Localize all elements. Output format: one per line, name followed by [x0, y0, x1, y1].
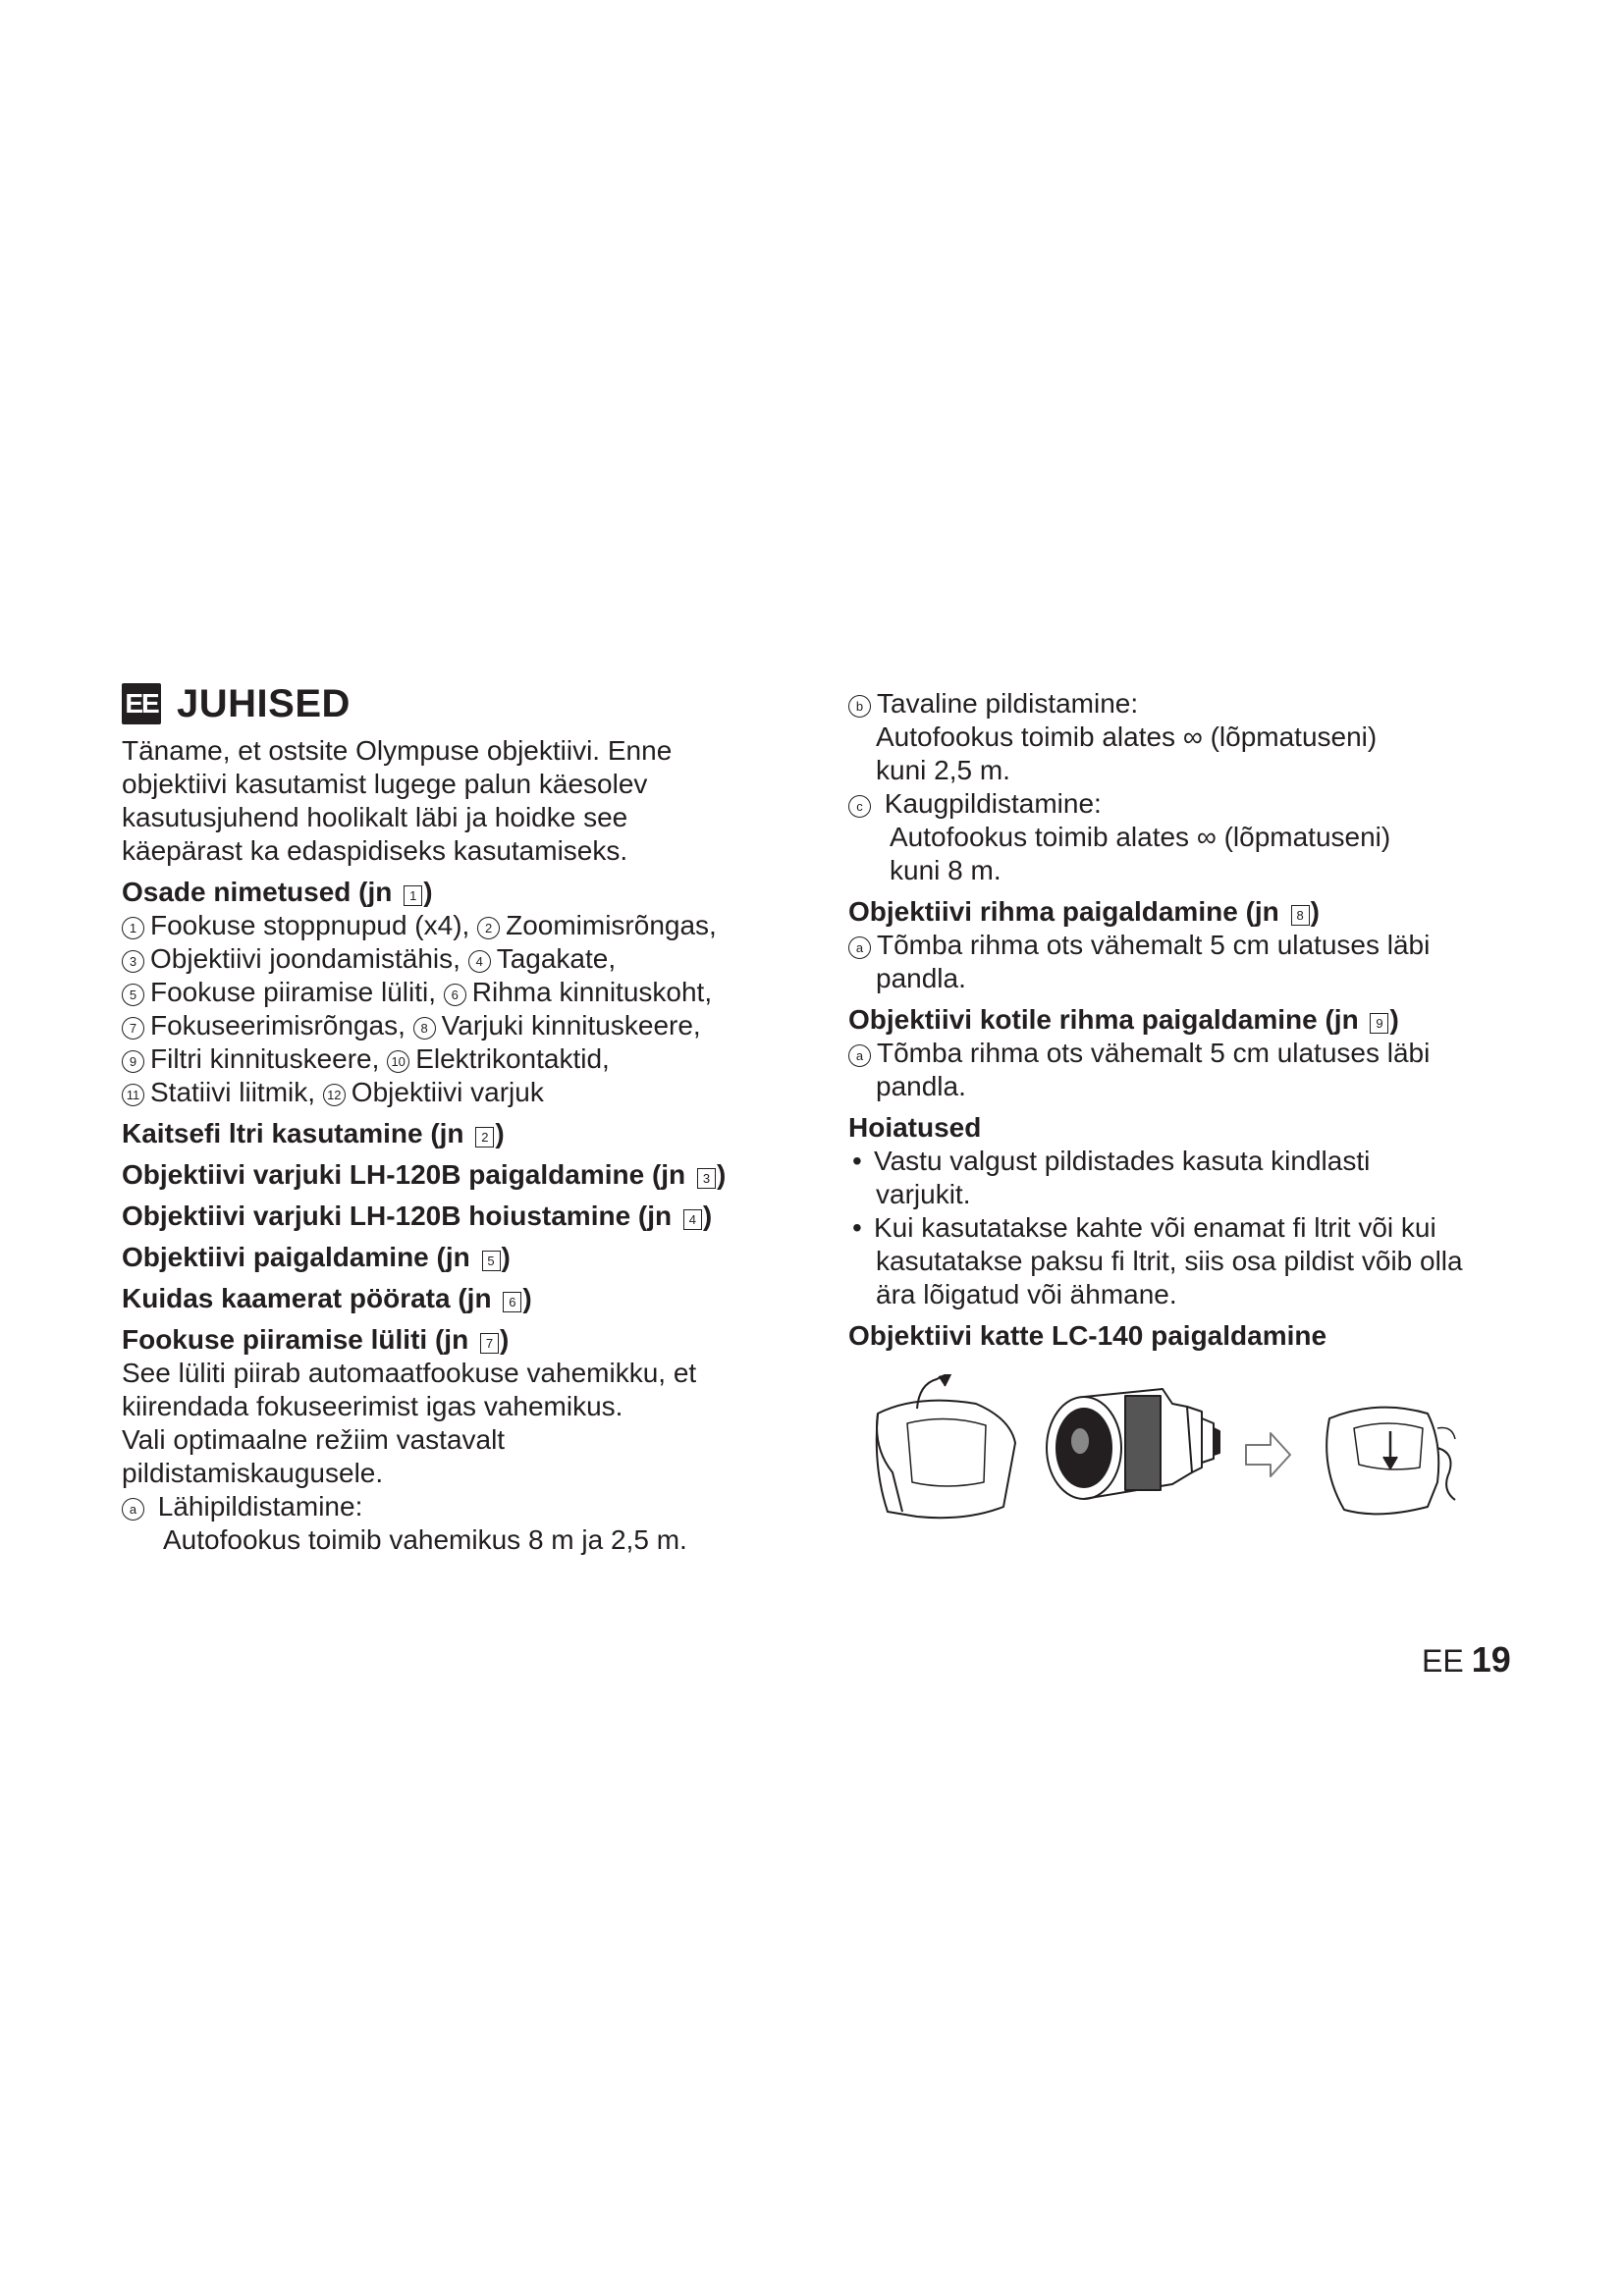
limiter-continued: b Tavaline pildistamine: Autofookus toimib alates ∞ (lõpmatuseni) kuni 2,5 m. c Kaugpildistamine: Autofookus toimib alates ∞ (lõpmatuseni) kuni 8 m.: [848, 687, 1536, 887]
case-strap-text: a Tõmba rihma ots vähemalt 5 cm ulatuses läbi pandla.: [848, 1037, 1536, 1103]
figure-ref-icon: 7: [480, 1333, 499, 1354]
left-column: [122, 677, 799, 1557]
figure-ref-icon: 5: [482, 1251, 501, 1271]
figure-ref-icon: 8: [1291, 905, 1310, 926]
warnings-heading: Hoiatused: [848, 1112, 982, 1143]
parts-list: 1 Fookuse stoppnupud (x4), 2 Zoomimisrõngas, 3 Objektiivi joondamistähis, 4 Tagakate, 5 Fookuse piiramise lüliti, 6 Rihma kinnituskoht, 7 Fokuseerimisrõngas, 8 Varjuki kinnituskeere, 9 Filtri kinnituskeere, 10 Elektrikontaktid, 11 Statiivi liitmik, 12 Objektiivi varjuk: [122, 909, 799, 1109]
page-number: [1422, 1639, 1511, 1681]
rotate-heading: Kuidas kaamerat pöörata (jn 6 ): [122, 1283, 532, 1313]
figure-ref-icon: 1: [404, 885, 422, 906]
page-title: JUHISED: [177, 681, 351, 725]
hood-store-heading: Objektiivi varjuki LH-120B hoiustamine (jn 4 ): [122, 1201, 713, 1231]
lens-attach-heading: Objektiivi paigaldamine (jn 5 ): [122, 1242, 511, 1272]
page-language-label: EE: [1422, 1643, 1464, 1679]
filter-heading: Kaitsefi ltri kasutamine (jn 2 ): [122, 1118, 505, 1148]
mark-a-icon: a: [848, 1044, 871, 1067]
mark-a-icon: a: [848, 936, 871, 959]
figure-ref-icon: 9: [1370, 1013, 1388, 1034]
warnings-list: • Vastu valgust pildistades kasuta kindlasti varjukit. • Kui kasutatakse kahte või enamat fi ltrit või kui kasutatakse paksu fi ltrit, siis osa pildist võib olla ära lõigatud või ähmane.: [852, 1146, 1463, 1309]
figure-ref-icon: 2: [475, 1127, 494, 1148]
strap-text: a Tõmba rihma ots vähemalt 5 cm ulatuses läbi pandla.: [848, 929, 1536, 995]
section-title: [122, 677, 799, 730]
hood-attach-heading: Objektiivi varjuki LH-120B paigaldamine (jn 3 ): [122, 1159, 727, 1190]
parts-heading: Osade nimetused (jn 1 ): [122, 877, 433, 907]
figure-ref-icon: 4: [683, 1209, 702, 1230]
case-strap-heading: Objektiivi kotile rihma paigaldamine (jn 9 ): [848, 1004, 1399, 1035]
figure-ref-icon: 6: [503, 1292, 521, 1312]
language-badge: EE: [122, 683, 161, 724]
lens-cover-drawing: [848, 1374, 1487, 1522]
limiter-heading: Fookuse piiramise lüliti (jn 7 ): [122, 1324, 510, 1355]
mark-a-icon: a: [122, 1498, 144, 1521]
cover-heading: Objektiivi katte LC-140 paigaldamine: [848, 1320, 1327, 1351]
mark-c-icon: c: [848, 795, 871, 818]
page-number-value: 19: [1471, 1639, 1511, 1680]
figure-ref-icon: 3: [697, 1168, 716, 1189]
intro-paragraph: Täname, et ostsite Olympuse objektiivi. Enne objektiivi kasutamist lugege palun käesolev kasutusjuhend hoolikalt läbi ja hoidke see käepärast ka edaspidiseks kasutamiseks.: [122, 735, 673, 866]
mark-b-icon: b: [848, 695, 871, 718]
limiter-text: See lüliti piirab automaatfookuse vahemikku, et kiirendada fokuseerimist igas vahemikus. Vali optimaalne režiim vastavalt pildistamiskaugusele. a Lähipildistamine: Autofookus toimib vahemikus 8 m ja 2,5 m.: [122, 1358, 697, 1555]
right-column: [848, 687, 1536, 1522]
cover-illustration: [848, 1374, 1487, 1522]
strap-heading: Objektiivi rihma paigaldamine (jn 8 ): [848, 896, 1320, 927]
